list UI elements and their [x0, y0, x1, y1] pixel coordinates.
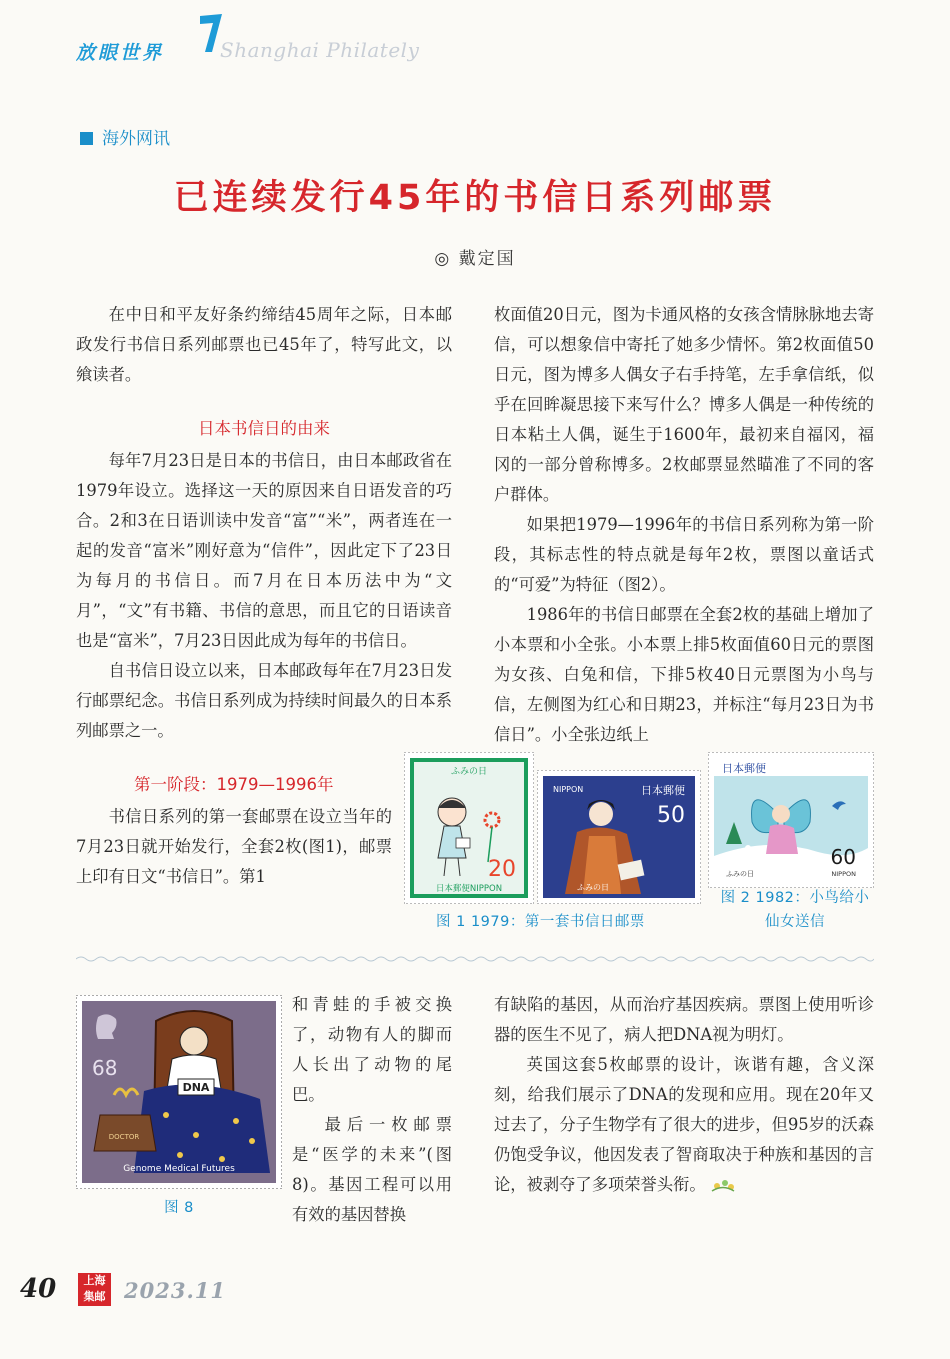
paragraph-1986: 1986年的书信日邮票在全套2枚的基础上增加了小本票和小全张。小本票上排5枚面值60日元的票图为女孩、白兔和信，下排5枚40日元票图为小鸟与信，左侧图为红心和日期23，并标注“每月23日为书信日”。小全张边纸上 — [494, 605, 874, 744]
figure-2-caption-line-1: 图 2 1982：小鸟给小 — [720, 890, 870, 906]
stamp-genome-bag: DOCTOR — [108, 1133, 140, 1141]
stamp-60-country-en: NIPPON — [831, 870, 856, 878]
magazine-logo-text: 上海集邮 — [83, 1274, 106, 1303]
stamp-50-yen — [537, 770, 701, 904]
stamp-20-value: 20 — [488, 857, 516, 882]
figure-1-caption: 图 1 1979：第一套书信日邮票 — [436, 914, 645, 930]
paragraph-history: 自书信日设立以来，日本邮政每年在7月23日发行邮票纪念。书信日系列成为持续时间最久的日本系列邮票之一。 — [76, 661, 452, 740]
paragraph-continued: 枚面值20日元，图为卡通风格的女孩含情脉脉地去寄信，可以想象信中寄托了她多少情怀。第2枚面值50日元，图为博多人偶女子右手持笔，左手拿信纸，似乎在回眸凝思接下来写什么？博多人偶是一种传统的日本粘土人偶，诞生于1600年，最初来自福冈，福冈的一部分曾称博多。2枚邮票显然瞄准了不同的客户群体。 — [494, 305, 874, 504]
section-tag — [80, 124, 170, 149]
article-author: ◎ 戴定国 — [434, 249, 516, 269]
issue-date: 2023.11 — [124, 1278, 226, 1303]
subheading-stage-one: 第一阶段：1979—1996年 — [134, 775, 334, 794]
stamp-50-title: ふみの日 — [577, 883, 609, 892]
stamp-genome-dna: DNA — [182, 1081, 210, 1094]
paragraph-conclusion — [494, 1050, 874, 1200]
figure-2-caption — [712, 886, 878, 934]
paragraph-conclusion-text: 英国这套5枚邮票的设计，诙谐有趣，含义深刻，给我们展示了DNA的发现和应用。现在20年又过去了，分子生物学有了很大的进步，但95岁的沃森仍饱受争议，他因发表了智商取决于种族和基因的言论，被剥夺了多项荣誉头衔。 — [494, 1055, 874, 1194]
stamp-genome-medical-futures — [76, 995, 282, 1189]
paragraph-swap: 和青蛙的手被交换了，动物有人的脚而人长出了动物的尾巴。 — [292, 995, 452, 1104]
figure-2-caption-line-2: 仙女送信 — [765, 914, 825, 930]
figure-8-caption: 图 8 — [164, 1200, 194, 1216]
magazine-seven-logo-icon — [198, 12, 222, 54]
paragraph-last-stamp: 最后一枚邮票是“医学的未来”(图8)。基因工程可以用有效的基因替换 — [292, 1115, 452, 1224]
stamp-60-yen — [708, 752, 874, 888]
stamp-50-country: 日本郵便 — [641, 784, 685, 797]
section-tag-label: 海外网讯 — [102, 129, 170, 149]
page-number: 40 — [20, 1274, 57, 1304]
stamp-60-country: 日本郵便 — [722, 762, 766, 775]
stamp-genome-text: Genome Medical Futures — [123, 1164, 235, 1174]
column-right — [494, 300, 874, 750]
paragraph-first-set: 书信日系列的第一套邮票在设立当年的7月23日就开始发行，全套2枚(图1)，邮票上印有日文“书信日”。第1 — [76, 807, 392, 886]
paragraph-origin: 每年7月23日是日本的书信日，由日本邮政省在1979年设立。选择这一天的原因来自日语发音的巧合。2和3在日语训读中发音“富”“米”，两者连在一起的发音“富米”刚好意为“信件”，因此定下了23日为每月的书信日。而7月在日本历法中为“文月”，“文”有书籍、书信的意思，而且它的日语读音也是“富米”，7月23日因此成为每年的书信日。 — [76, 451, 452, 650]
paragraph-stage-summary: 如果把1979—1996年的书信日系列称为第一阶段，其标志性的特点就是每年2枚，票图以童话式的“可爱”为特征（图2）。 — [494, 515, 874, 594]
subheading-origin: 日本书信日的由来 — [198, 419, 330, 438]
magazine-name-en: Shanghai Philately — [220, 38, 420, 62]
stamp-20-title: ふみの日 — [450, 767, 488, 777]
bottom-column-middle — [292, 990, 452, 1230]
stamp-60-value: 60 — [830, 845, 856, 869]
stamp-60-title: ふみの日 — [726, 870, 754, 878]
bottom-column-right — [494, 990, 874, 1200]
column-left — [76, 300, 452, 892]
stamp-50-country-en: NIPPON — [553, 785, 584, 794]
column-name: 放眼世界 — [76, 42, 165, 64]
stamp-20-yen — [404, 752, 534, 904]
square-bullet-icon — [80, 132, 93, 145]
stamp-genome-value: 68 — [92, 1056, 118, 1080]
paragraph-gene-therapy: 有缺陷的基因，从而治疗基因疾病。票图上使用听诊器的医生不见了，病人把DNA视为明灯。 — [494, 995, 874, 1044]
section-divider — [76, 955, 874, 963]
stamp-20-country: 日本郵便NIPPON — [435, 884, 503, 894]
paragraph-intro: 在中日和平友好条约缔结45周年之际，日本邮政发行书信日系列邮票也已45年了，特写此文，以飨读者。 — [76, 305, 452, 384]
magazine-logo — [78, 1273, 111, 1306]
end-flower-icon — [710, 1176, 736, 1192]
stamp-50-value: 50 — [657, 803, 685, 828]
article-title: 已连续发行45年的书信日系列邮票 — [173, 178, 777, 218]
